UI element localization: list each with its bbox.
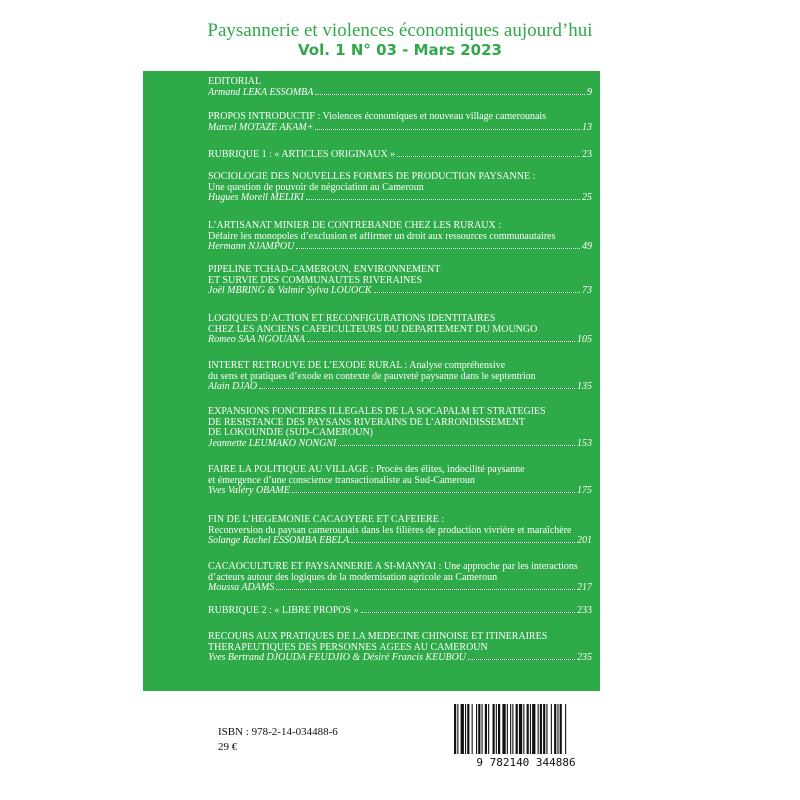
toc-entry-page: 25 bbox=[582, 192, 592, 203]
toc-entry-author-line bbox=[208, 382, 592, 393]
toc-entry-subtitle: ET SURVIE DES COMMUNAUTÉS RIVERAINES bbox=[208, 275, 423, 286]
barcode-bar bbox=[557, 704, 558, 754]
barcode-bar bbox=[540, 704, 542, 754]
toc-entry-subtitle: Défaire les monopoles d’exclusion et affirmer un droit aux ressources communautaires bbox=[208, 231, 556, 242]
toc-entry-author: Alain DJAO bbox=[208, 381, 258, 392]
barcode-bar bbox=[493, 704, 495, 754]
toc-entry-author-line bbox=[208, 335, 592, 346]
leader-dots bbox=[351, 541, 575, 543]
toc-entry bbox=[208, 314, 592, 346]
toc-entry bbox=[208, 606, 592, 617]
leader-dots bbox=[361, 611, 575, 613]
barcode-bar bbox=[461, 704, 464, 754]
toc-entry bbox=[208, 150, 592, 161]
toc-entry-title: LOGIQUES D’ACTION ET RECONFIGURATIONS IDENTITAIRES bbox=[208, 314, 496, 324]
leader-dots bbox=[292, 491, 575, 493]
toc-entry-author: Moussa ADAMS bbox=[208, 582, 275, 593]
toc-entry-subtitle: du sens et pratiques d’exode en contexte de pauvreté paysanne dans le septentrion bbox=[208, 371, 536, 382]
toc-entry-subtitle: Une question de pouvoir de négociation au Cameroun bbox=[208, 182, 424, 193]
toc-entry-author: Jeannette LEUMAKO NONGNI bbox=[208, 437, 337, 449]
toc-entry-title: PROPOS INTRODUCTIF : Violences économiques et nouveau village camerounais bbox=[208, 112, 547, 122]
leader-dots bbox=[468, 658, 575, 660]
journal-title: Paysannerie et violences économiques aujourd’hui bbox=[207, 20, 593, 41]
toc-entry bbox=[208, 221, 592, 253]
toc-entry-title: ÉDITORIAL bbox=[208, 77, 262, 87]
toc-entry-page: 235 bbox=[577, 652, 592, 663]
toc-entry-title: FIN DE L’HÉGÉMONIE CACAOYÈRE ET CAFÉIÈRE : bbox=[208, 515, 445, 525]
toc-entry-author-line bbox=[208, 123, 592, 134]
toc-entry-page: 9 bbox=[587, 86, 592, 98]
leader-dots bbox=[296, 247, 580, 249]
leader-dots bbox=[397, 155, 580, 157]
toc-entry-title: PIPELINE TCHAD-CAMEROUN, ENVIRONNEMENT bbox=[208, 265, 441, 275]
barcode-bar bbox=[485, 704, 487, 754]
barcode-bar bbox=[543, 704, 545, 754]
toc-entry-title: RECOURS AUX PRATIQUES DE LA MÉDECINE CHINOISE ET ITINÉRAIRES bbox=[208, 632, 548, 642]
barcode-bar bbox=[512, 704, 513, 754]
toc-entry-page: 175 bbox=[577, 485, 592, 496]
barcode bbox=[448, 700, 603, 770]
barcode-bar bbox=[516, 704, 518, 754]
toc-entry-page: 217 bbox=[577, 582, 592, 593]
barcode-bar bbox=[498, 704, 500, 754]
issue-line: Vol. 1 N° 03 - Mars 2023 bbox=[298, 41, 502, 59]
barcode-bar bbox=[510, 704, 511, 754]
toc-entry bbox=[208, 407, 592, 449]
toc-entry-author-line bbox=[208, 536, 592, 547]
barcode-bar bbox=[488, 704, 489, 754]
barcode-bar bbox=[454, 704, 456, 754]
barcode-bar bbox=[527, 704, 529, 754]
price: 29 € bbox=[218, 741, 238, 753]
toc-entry-author: Romeo SAA NGOUANA bbox=[208, 334, 306, 345]
toc-entry-title: SOCIOLOGIE DES NOUVELLES FORMES DE PRODUCTION PAYSANNE : bbox=[208, 172, 536, 182]
barcode-bar bbox=[565, 704, 566, 754]
toc-entry bbox=[208, 562, 592, 594]
toc-entry-page: 49 bbox=[582, 241, 592, 252]
toc-entry-author: Yves Bertrand DJOUDA FEUDJIO & Désiré Francis KEUBOU bbox=[208, 652, 467, 663]
barcode-bar bbox=[472, 704, 473, 754]
toc-entry bbox=[208, 265, 592, 297]
toc-entry bbox=[208, 515, 592, 547]
toc-entry-author-line bbox=[208, 486, 592, 497]
toc-entry-line bbox=[208, 150, 592, 161]
barcode-bar bbox=[507, 704, 508, 754]
toc-entry-author: Hermann NJAMPOU bbox=[208, 241, 295, 252]
leader-dots bbox=[315, 128, 580, 130]
toc-entry-author: Solange Rachel ESSOMBA EBELA bbox=[208, 535, 350, 546]
barcode-bar bbox=[560, 704, 562, 754]
toc-entry-author-line bbox=[208, 583, 592, 594]
barcode-number: 9 782140 344886 bbox=[476, 756, 576, 769]
toc-entry-subtitle: THÉRAPEUTIQUES DES PERSONNES ÂGÉES AU CAMEROUN bbox=[208, 642, 488, 653]
toc-entry-subtitle: Reconversion du paysan camerounais dans les filières de production vivrière et maraîchère bbox=[208, 525, 572, 536]
barcode-bar bbox=[523, 704, 524, 754]
barcode-bar bbox=[554, 704, 556, 754]
toc-entry bbox=[208, 172, 592, 204]
toc-entry-author-line bbox=[208, 242, 592, 253]
toc-entry bbox=[208, 77, 592, 98]
barcode-bar bbox=[546, 704, 547, 754]
toc-entry-subtitle: et émergence d’une conscience transactionaliste au Sud-Cameroun bbox=[208, 475, 475, 486]
barcode-bar bbox=[478, 704, 480, 754]
barcode-bar bbox=[467, 704, 469, 754]
toc-entry-author-line bbox=[208, 88, 592, 99]
toc-entry-page: 13 bbox=[582, 121, 592, 133]
barcode-bar bbox=[482, 704, 483, 754]
leader-dots bbox=[315, 93, 585, 95]
toc-entry-subtitle: DE RÉSISTANCE DES PAYSANS RIVERAINS DE L’ARRONDISSEMENT bbox=[208, 417, 526, 428]
toc-entry-page: 135 bbox=[577, 381, 592, 392]
toc-entry-subtitle: CHEZ LES ANCIENS CAFÉICULTEURS DU DÉPARTEMENT DU MOUNGO bbox=[208, 324, 538, 335]
barcode-bar bbox=[476, 704, 477, 754]
barcode-bar bbox=[457, 704, 458, 754]
leader-dots bbox=[338, 444, 575, 446]
leader-dots bbox=[259, 387, 575, 389]
toc-entry-author-line bbox=[208, 439, 592, 450]
barcode-bar bbox=[530, 704, 531, 754]
toc-entry-title: RUBRIQUE 2 : « LIBRE PROPOS » bbox=[208, 605, 359, 616]
toc-entry-page: 23 bbox=[582, 149, 592, 160]
toc-entry bbox=[208, 112, 592, 133]
toc-entry-title: FAIRE LA POLITIQUE AU VILLAGE : Procès des élites, indocilité paysanne bbox=[208, 465, 525, 475]
barcode-bar bbox=[532, 704, 535, 754]
toc-entry-author: Yves Valéry OBAME bbox=[208, 485, 290, 496]
toc-entry bbox=[208, 361, 592, 393]
barcode-bar bbox=[465, 704, 466, 754]
toc-entry-subtitle: d’acteurs autour des logiques de la modernisation agricole au Cameroun bbox=[208, 572, 498, 583]
toc-entry-title: EXPANSIONS FONCIÈRES ILLÉGALES DE LA SOCAPALM ET STRATÉGIES bbox=[208, 407, 546, 417]
barcode-bar bbox=[538, 704, 539, 754]
toc-entry-title: CACAOCULTURE ET PAYSANNERIE A SI-MANYAI : Une approche par les interactions bbox=[208, 562, 578, 572]
leader-dots bbox=[306, 198, 580, 200]
toc-entry-page: 153 bbox=[577, 437, 592, 449]
barcode-bar bbox=[496, 704, 497, 754]
toc-entry-author: Armand LEKA ESSOMBA bbox=[208, 86, 314, 98]
toc-entry-author-line bbox=[208, 653, 592, 664]
toc-entry-author-line bbox=[208, 193, 592, 204]
leader-dots bbox=[307, 340, 575, 342]
toc-entry-author: Marcel MOTAZE AKAM+ bbox=[208, 121, 314, 133]
barcode-bar bbox=[519, 704, 522, 754]
toc-entry-page: 233 bbox=[577, 605, 592, 616]
toc-entry bbox=[208, 465, 592, 497]
toc-entry-line bbox=[208, 606, 592, 617]
toc-entry-page: 73 bbox=[582, 285, 592, 296]
toc-entry bbox=[208, 632, 592, 664]
toc-entry-subtitle: DE LOKOUNDJE (SUD-CAMEROUN) bbox=[208, 428, 373, 438]
leader-dots bbox=[374, 291, 580, 293]
toc-entry-title: RUBRIQUE 1 : « ARTICLES ORIGINAUX » bbox=[208, 149, 396, 160]
toc-entry-author: Hugues Morell MELIKI bbox=[208, 192, 304, 203]
isbn: ISBN : 978-2-14-034488-6 bbox=[218, 726, 338, 738]
toc-entry-title: INTÉRÊT RETROUVÉ DE L’EXODE RURAL : Analyse compréhensive bbox=[208, 361, 506, 371]
leader-dots bbox=[276, 588, 575, 590]
barcode-bar bbox=[502, 704, 505, 754]
barcode-bar bbox=[551, 704, 552, 754]
toc-entry-page: 201 bbox=[577, 535, 592, 546]
toc-entry-author-line bbox=[208, 286, 592, 297]
toc-entry-title: L’ARTISANAT MINIER DE CONTREBANDE CHEZ LES RURAUX : bbox=[208, 221, 502, 231]
toc-entry-page: 105 bbox=[577, 334, 592, 345]
toc-entry-author: Joël MBRING & Valmir Sylva LOUOCK bbox=[208, 285, 372, 296]
